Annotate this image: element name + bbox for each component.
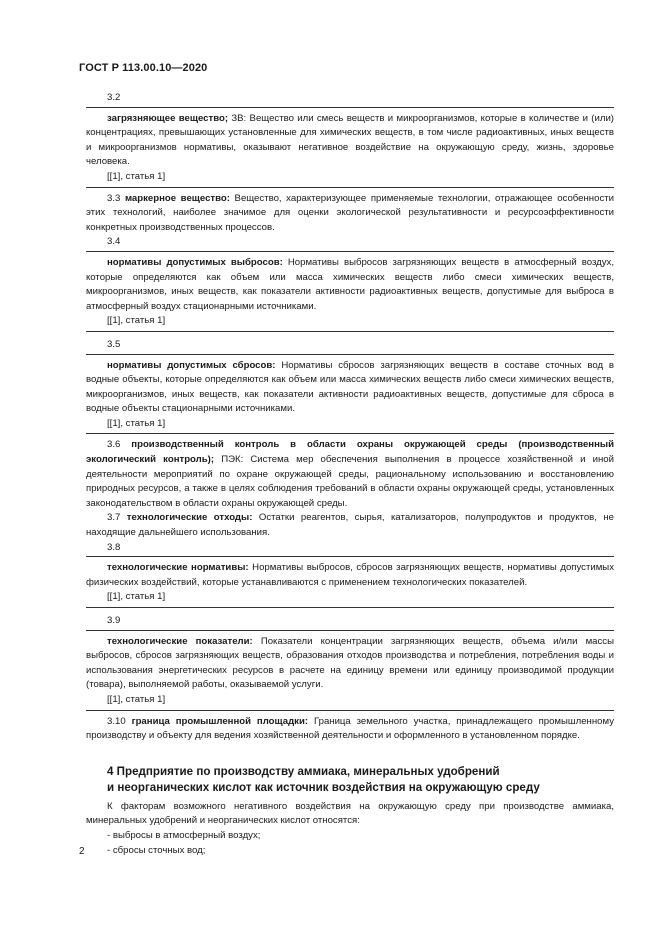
document-body (86, 91, 614, 858)
term-name: производственный контроль в области охраны окружающей среды (производственный экологический контроль); (86, 439, 614, 466)
term-3-3 (86, 192, 614, 236)
section-title-line: и неорганических кислот как источник воздействия на окружающую среду (107, 780, 540, 794)
term-definition (86, 635, 614, 693)
section-4-intro: К факторам возможного негативного воздействия на окружающую среду при производстве аммиака, минеральных удобрений и неорганических кислот относятся: (86, 800, 614, 827)
term-box (86, 251, 614, 332)
term-number: 3.4 (107, 236, 121, 248)
section-title-line: 4 Предприятие по производству аммиака, минеральных удобрений (107, 764, 500, 778)
term-number: 3.9 (107, 615, 121, 626)
term-text: ПЭК: Система мер обеспечения выполнения в процессе хозяйственной и иной деятельности мероприятий по охране окружающей среды, рациональному использованию и восстановлению природных ресурсов, а также в целях соблюдения требований в области охраны окружающей среды, установленных законодательством в области охраны окружающей среды. (86, 454, 614, 509)
term-name: технологические отходы: (126, 512, 253, 524)
term-3-2 (86, 91, 614, 188)
term-source: [[1], статья 1] (107, 170, 166, 182)
page-number: 2 (79, 846, 85, 857)
term-definition (86, 359, 614, 417)
term-number: 3.8 (107, 541, 121, 553)
term-3-6 (86, 438, 614, 511)
term-number: 3.3 (107, 192, 121, 204)
term-name: граница промышленной площадки: (131, 715, 309, 727)
term-box (86, 630, 614, 711)
term-box (86, 107, 614, 188)
term-text: Показатели концентрации загрязняющих веществ, объема и/или массы выбросов, сбросов загрязняющих веществ, образования отходов производства и потребления, потребления воды и использования энергетических ресурсов в расчете на единицу времени или единицу производимой продукции (товара), выполняемой работы, оказываемой услуги. (86, 635, 614, 691)
term-3-9 (86, 614, 614, 711)
term-number: 3.10 (107, 715, 126, 727)
term-text: Нормативы сбросов загрязняющих веществ в составе сточных вод в водные объекты, которые определяются как объем или масса химических веществ либо смеси химических веществ, микроорганизмов, иных веществ, как показатели активности радиоактивных веществ, допустимые для сброса в водные объекты стационарными источниками. (86, 359, 614, 415)
term-text: Остатки реагентов, сырья, катализаторов, полупродуктов и продуктов, не находящие дальнейшего использования. (86, 512, 614, 539)
term-3-7 (86, 511, 614, 540)
term-number: 3.2 (107, 92, 121, 103)
term-number: 3.7 (107, 512, 121, 524)
term-definition (86, 112, 614, 170)
list-item: - сбросы сточных вод; (107, 844, 206, 856)
term-name: загрязняющее вещество; (107, 112, 229, 124)
list-item: - выбросы в атмосферный воздух; (107, 829, 261, 841)
term-definition (86, 561, 614, 590)
document-header: ГОСТ Р 113.00.10—2020 (79, 62, 208, 74)
term-3-8 (86, 541, 614, 608)
term-3-10 (86, 715, 614, 744)
term-source: [[1], статья 1] (107, 315, 166, 327)
term-name: технологические показатели: (107, 635, 253, 647)
term-box (86, 556, 614, 608)
term-text: Нормативы выбросов, сбросов загрязняющих веществ, нормативы допустимых физических воздействий, которые устанавливаются с применением технологических показателей. (86, 562, 614, 588)
term-text: Граница земельного участка, принадлежащего промышленному производству и объекту для ведения хозяйственной деятельности и оформленного в установленном порядке. (86, 715, 614, 742)
term-number: 3.5 (107, 338, 121, 350)
term-source: [[1], статья 1] (107, 693, 166, 705)
term-box (86, 354, 614, 435)
term-name: нормативы допустимых сбросов: (107, 359, 276, 371)
term-source: [[1], статья 1] (107, 417, 166, 429)
term-text: ЗВ: Вещество или смесь веществ и микроорганизмов, которые в количестве и (или) концентрациях, превышающих установленные для химических веществ, в том числе радиоактивных, иных веществ и микроорганизмов нормативы, оказывают негативное воздействие на окружающую среду, жизнь, здоровье человека. (86, 112, 614, 168)
term-name: нормативы допустимых выбросов: (107, 256, 283, 268)
term-name: маркерное вещество: (124, 192, 230, 204)
term-text: Вещество, характеризующее применяемые технологии, отражающее особенности этих технологий, наиболее значимое для оценки экологической результативности и ресурсоэффективности конкретных производственных процессов. (86, 192, 614, 233)
term-text: Нормативы выбросов загрязняющих веществ в атмосферный воздух, которые определяются как объем или масса химических веществ либо смеси химических веществ, микроорганизмов, иных веществ, как показатели активности радиоактивных веществ, допустимые для выброса в атмосферный воздух стационарными источниками. (86, 256, 614, 312)
term-number: 3.6 (107, 439, 121, 451)
term-source: [[1], статья 1] (107, 591, 166, 603)
section-4-title (86, 764, 614, 796)
term-3-5 (86, 338, 614, 435)
term-definition (86, 256, 614, 314)
term-name: технологические нормативы: (107, 562, 249, 574)
term-3-4 (86, 235, 614, 332)
